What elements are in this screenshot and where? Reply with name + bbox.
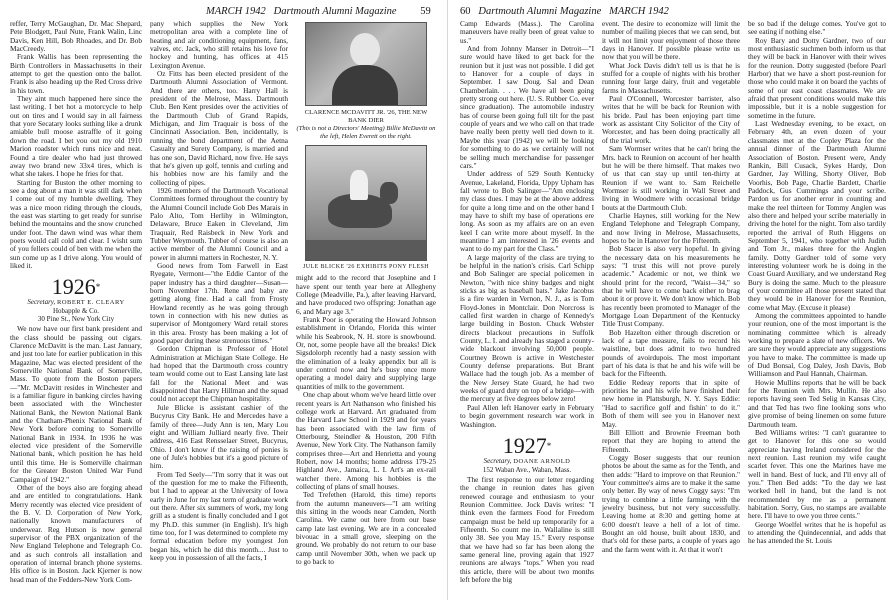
class-heading-1926 (10, 276, 142, 323)
paragraph: Camp Edwards (Mass.). The Carolina maneuvers have really been of great value to us." (460, 20, 594, 45)
paragraph: Bill Elliott and Brownie Freeman both report that they are hoping to attend the Fifteenth. (602, 427, 740, 454)
paragraph: Among the committees appointed to handle your reunion, one of the most important is the nominating committee which is already working to prepare a slate of new officers. We are sure they would appreciate any suggestions you have to make. The committee is made up of Dud Bonsal, Cog Daley, Josh Davis, Bob Williamson and Paul Hannah, Chairman. (748, 311, 886, 379)
photo-caption-name: CLARENCE MCDAVITT JR. '26, THE NEW BANK DIER (304, 109, 428, 124)
paragraph: Bob Stacer is also very hopeful. In giving the necessary data on his measurements he says: "I trust this will not prove purely academic." Academic or not, we think we should print for the record, "Waist—34," so that he will have to come back either to brag about it or prove it. We don't know which. Bob has recently been promoted to Manager of the Mortgage Loan Department of the Kentucky Title Trust Company. (602, 244, 740, 329)
secretary-line: Secretary, DOANE ARNOLD (483, 456, 571, 465)
paragraph: Other of the boys also are forging ahead and are entitled to congratulations. Hank Merry recently was elected vice president of the B. V. D. Corporation of New York, nationally known manufacturers of underwear. Reg Hutson is now general supervisor of the PBX organization of the New England Telephone and Telegraph Co. and as such controls all installation and operation of internal branch phone systems. His office is in Boston. Jack Kjerner is now head man of the Fedders-New York Com- (10, 482, 142, 584)
right-column-2 (602, 20, 740, 598)
blicke-pony-photo (305, 145, 427, 261)
paragraph: From Ted Seely—"I'm sorry that it was out of the question for me to make the Fifteenth, but I had to appear at the University of Iowa early in June for my last term of graduate work out there. After six summers of work, my long grill as a student is finally concluded and I got my Ph.D. this summer (in English). It's high time too, for I was determined to complete my formal education before my youngest Jon began his, which he did this month.... Just to keep you in possession of all the facts, I (150, 469, 288, 562)
paragraph: One chap about whom we've heard little over recent years is Art Nathanson who finished his college work at Harvard. Art graduated from the Harvard Law School in 1929 and for years has been associated with the law firm of Otterbourg, Steindler & Houston, 200 Fifth Avenue, New York City. The Nathanson family comprises three—Art and Henrietta and young Robert, now 14 months; home address 179-25 Highland Ave., Jamaica, L. I. Art's an ex-rail watcher there. Among his hobbies is the collecting of plans of small houses. (296, 390, 436, 491)
paragraph: Frank Poor is operating the Howard Johnson establishment in Orlando, Florida this winter while his Seabrook, N. H. store is snowbound. Or, not, some people have all the breaks! Dick Sigsdolorph recently had a nasty session with the elimination of a leaky appendix but all is under control now and he's busy once more operating a model dairy and supplying large quantities of milk to the government. (296, 315, 436, 391)
paragraph: 1926 members of the Dartmouth Vocational Committees formed throughout the country by the Alumni Council include Gob Des Marais in Palo Alto, Tom Herlihy in Wilmington, Delaware, Bruce Eaken in Cleveland, Jim Traquair, Red Raisbeck in New York and Tubber Weymouth. Tubber of course is also an active member of the Alumni Council and a power in alumni matters in Rochester, N. Y. (150, 185, 288, 262)
left-column-1 (10, 20, 142, 598)
paragraph: A large majority of the class are trying to be helpful in the nation's crisis. Carl Schipp and Bob Salinger are special policemen in Newton, "with nice shiny badges and night sticks as big as baseball bats." Jake Jacobus is a fire warden in Vernon, N. J., as is Tom Floyd-Jones in Montclair. Don Norcross is called first warden in charge of Kennedy's large building in Boston. Chuck Webster directs blackout precautions in Suffolk County, L. I. and already has staged a county-wide blackout involving 50,000 people. Courtney Brown is active in Westchester County defense preparations. But Brant Wallace had the tough job. As a member of the New Jersey State Guard, he had two weeks of guard duty on top of a bridge—with the mercury at five degrees below zero! (460, 252, 594, 404)
paragraph: And from Johnny Manser in Detroit—"I sure would have liked to get back for the reunion but it just was not possible. I did get to Hanover for a couple of days in September. I saw Doug. Sal and Dean Chamberlain. . . . We have all been going pretty strong out here. (U. S. Rubber Co. ever since graduation). The automobile industry has of course been going full tilt for the past couple of years and we who call on that trade have really been pretty well tied down to it. Maybe this year (1942) we will be looking for something to do as we certainly will not be selling much merchandise for passenger cars." (460, 44, 594, 170)
left-column-3 (296, 20, 436, 598)
header-page-number: 59 (420, 6, 431, 17)
header-page-number: 60 (460, 6, 471, 17)
header-magazine-title: Dartmouth Alumni Magazine (478, 6, 602, 17)
right-page (448, 0, 896, 600)
class-year: 1927* (502, 432, 552, 458)
right-column-1 (460, 20, 594, 598)
header-magazine-title: Dartmouth Alumni Magazine (273, 6, 397, 17)
paragraph: Gordon Chipman is Professor of Hotel Administration at Michigan State College. He had hoped that the Dartmouth cross country team would come out to East Lansing late last fall for the National Meet and was disappointed that Harry Hillman and the squad could not accept the Chipman hospitality. (150, 344, 288, 404)
paragraph: We now have our first bank president and the class should be passing out cigars. Clarence McDavitt is the man. Last January, and just too late for earlier publication in this Magazine, Mac was elected president of the Somerville National Bank of Somerville, Mass. To quote from the Boston papers—"Mr. McDavitt resides in Winchester and is a familiar figure in banking circles having been associated with the Winchester National Bank, the Newton National Bank and the Chatham-Phenix National Bank of New York before coming to Somerville National Bank in 1934. In 1936 he was elected vice president of the Somerville National bank, which position he has held until this time. He is Somerville chairman for the Greater Boston United War Fund Campaign of 1942." (10, 324, 142, 484)
paragraph: might add to the record that Josephine and I have spent our tenth year here at Allegheny College (Meadville, Pa.), after leaving Harvard, and have produced two offspring: Jonathan age 6, and Mary age 3." (296, 273, 436, 316)
secretary-company: Hobapple & Co. (52, 307, 100, 316)
left-page-header (206, 6, 431, 20)
paragraph: Starting for Buston the other morning to see a dog about a man it was still dark when I come out of my humble dwelling. They was a nice moon riding through the clouds, the east was starting to get ready for sunrise behind the mountains and the snow crunched under foot. The dawn wind was whar them poets would call cold and clear. I wisht sum of you fellers could of ben with me when the sun come up as I drive along. You would of liked it. (10, 177, 142, 270)
paragraph: The first response to our letter regarding the change in reunion dates has given renewed courage and enthusiasm to your Reunion Committee. Jock Davis writes: "I think even the farmers Food for Freedom campaign must be held up temporarily for a Fifteenth. So count me in. Wallaline is still only 38. See you May 15." Every response that we have had so far has been along the same general line, proving again that 1927 reunions are always "tops." When you read this article, there will be about two months left before the big (460, 474, 594, 584)
paragraph: Frank Wallis has been representing the Birth Controllers in Massachusetts in their attempt to get the question onto the ballot. Frank is also heading up the Red Cross drive in his town. (10, 52, 142, 95)
class-year: 1926* (51, 274, 101, 300)
secretary-address: 152 Waban Ave., Waban, Mass. (482, 465, 572, 474)
paragraph: pany which supplies the New York metropolitan area with a complete line of heating and air conditioning equipment, fans, valves, etc. Jack, who still retains his love for hockey and hunting, has offices at 415 Lexington Avenue. (150, 20, 288, 70)
paragraph: Charlie Haynes, still working for the New England Telephone and Telegraph Company, and now living in Melrose, Massachusetts, hopes to be in Hanover for the Fifteenth. (602, 210, 740, 245)
paragraph: Sam Wormser writes that he can't bring the Mrs. back to Reunion on account of her health but he will be there himself. That makes two of us that can stay up until ten-thirty at Reunion if we want to. Sam Reichelle Wormser is still working in Wall Street and living in Woodmere with occasional bridge bouts at the Dartmouth Club. (602, 144, 740, 212)
secretary-line: Secretary, ROBERT E. CLEARY (27, 298, 125, 307)
secretary-address: 30 Pine St., New York City (37, 315, 115, 324)
right-page-header (460, 6, 669, 20)
paragraph: Good news from Tom Farwell in East Ryegate, Vermont—"the Eddie Cantor of the paper industry has a third daughter—Susan—born November 17th. Rene and baby are getting along fine. Had a call from Frosty Howland recently as he was going through town in connection with his new duties as supervisor of Montgomery Ward retail stores in this area. Frosty has been making a lot of good paper during these strenuous times." (150, 260, 288, 346)
right-column-3 (748, 20, 886, 598)
mcdavitt-photo (305, 22, 427, 106)
paragraph: Jule Blicke is assistant cashier of the Bucyrus City Bank. He and Mercedes have a family of three—Judy Ann is ten, Mary Lou eight and William Julliard nearly five. Their address, 416 East Rensselaer Street, Bucyrus, Ohio. I don't know if the raising of ponies is one of Jule's hobbies but it's a good picture of him. (150, 402, 288, 471)
paragraph: be so bad if the deluge comes. You've got to see eating if nothing else." (748, 20, 886, 37)
paragraph: Coggy Boser suggests that our reunion photos be about the same as for the Tenth, and then adds: "Hard to improve on that Reunion." Your committee's aims are to make it the same only better. By way of news Coggy says: "I'm trying to combine a little farming with the jewelry business, but not very successfully. Leaving home at 8:30 and getting home at 6:00 doesn't leave a hell of a lot of time. Bought an old house, built about 1830, and that's old for these parts, a couple of years ago and the farm went with it. At that it won't (602, 452, 740, 554)
photo-caption: JULE BLICKE '26 EXHIBITS PONY FLESH (302, 264, 430, 270)
paragraph: Last Wednesday evening, to be exact, on February 4th, an even dozen of your classmates met at the Copley Plaza for the annual dinner of the Dartmouth Alumni Association of Boston. Present were, Andy Rankin, Bill Cusack, Sykes Hardy, Don Gardner, Jay Willing, Shorty Oliver, Bob Voorhis, Bob Page, Charlie Bardett, Charlie Paddock, Gus Cummings and your scribe. Pardon us for another error in counting and make the reel thirteen for Tommy Anglen was also there and helped your scribe materially in driving the hotel for the night. Tom also tardily reported the arrival of Ruth Higgens on September 5, 1941, who together with Judith and Tom Jr., makes three for the Anglen family. Dotty Gardner told of some very interesting volunteer work he is doing in the Coast Guard Auxiliary, and we understand Reg Bury is doing the same. Much to the pleasure of your committee all those present stated that they would be in Hanover for the Reunion, come what May. (Excuse it please) (748, 119, 886, 312)
paragraph: Roy Bary and Dotty Gardner, two of our most enthusiastic suchmen both inform us that they will be back in Hanover with their wives for the reunion. Dotty suggested (before Pearl Harbor) that we have a short post-reunion for those who could make it on board the yachts of some of our east coast classmates. We are afraid that present conditions would make this impossible, but it is a noble suggestion for sometime in the future. (748, 35, 886, 120)
paragraph: George Woelfel writes that he is hopeful as to attending the Quindecennial, and adds that he has attended the St. Louis (748, 519, 886, 546)
paragraph: Oz Fitts has been elected president of the Dartmouth Alumni Association of Vermont. And there are others, too. Harry Hall is president of the Melrose, Mass. Dartmouth Club. Ben Kent presides over the activities of the Dartmouth Club of Grand Rapids, Michigan, and Jim Traquair is boss of the Cincinnati Association. Ben, incidentally, is running the bond department of the Aetna Casualty and Surety Company, is married and has one son, David Richard, now five. He says that he's given up golf, tennis and curling and his hobbies now are his family and the collecting of pipes. (150, 69, 288, 187)
header-month: MARCH 1942 (609, 6, 669, 17)
paragraph: Eddie Redeay reports that in spite of priorities he and his wife have finished their new home in Plattsburgh, N. Y. Says Eddie: "Had to sacrifice golf and fishin' to do it." Both of them will see you in Hanover next May. (602, 377, 740, 429)
paragraph: Howie Mullins reports that he will be back for the Reunion with Mrs. Mullin. He also reports having seen Ted Selig in Kansas City, and that Ted has two fine looking sons who give promise of being linemen on some future Dartmouth team. (748, 377, 886, 429)
paragraph: reffer, Terry McGaughan, Dr. Mac Shepard, Pete Blodgett, Paul Nute, Frank Walin, Linc Davis, Ken Hill, Bob Rhoades, and Dr. Bob MacCreedy. (10, 20, 142, 54)
class-heading-1927 (460, 432, 594, 474)
header-month: MARCH 1942 (206, 6, 266, 17)
paragraph: Under address of 529 South Kentucky Avenue, Lakeland, Florida, Uppy Upham has fall wrote to Bob Salinger—"Am enclosing my class dues. I may be at the above address for quite a long time and on the other hand I may have to shift my base of operations ere long. As soon as my affairs are on an even keel I can write more about myself. In the meantime I am interested in '26 events and want to do my part for the Class." (460, 169, 594, 254)
paragraph: Bed Williams writes: "I can't guarantee to get to Hanover for this one so would appreciate having Ireland considered for the next reunion. Last reunion my wife caught scarlet fever. This one the Marines have me well in hand. Best of luck, and I'll envy all of you." Then Bed adds: "To the day we last worked hell in hand, but the land is not recommended by me as a permanent habitation. Sorry, Gus, no stamps are available here. I'll have to owe you three cents." (748, 427, 886, 521)
paragraph: Paul Allen left Hanover early in February to begin government research war work in Washington. (460, 402, 594, 429)
paragraph: What Jock Davis didn't tell us is that he is stuffed for a couple of nights with his brother running four large dairy, fruit and vegetable farms in Massachusetts. (602, 60, 740, 95)
paragraph: event. The desire to economize will limit the number of mailing pieces that we can send, but it will not limit your enjoyment of those three days in Hanover. If possible please write us now that you will be there. (602, 20, 740, 62)
photo-caption-note: (This is not a Directors' Meeting) Billie McDavitt on the left, Helen Everett on the right. (296, 125, 436, 140)
paragraph: Ted Trefethen (Harold, this time) reports from the autumn maneuvers—"I am writing this sitting in the woods near Camden, North Carolina. We came out here from our base camp late last evening. We are in a concealed bivouac in a small grove, sleeping on the ground. We probably do not return to our base camp until November 30th, when we pack up to go back to (296, 490, 436, 567)
paragraph: They aint much happened here since the last writing. I bet hot a motorcycle to help out on tires and I would say in all fairness that yore Secatary looks suthing like a drunk amiable bull moose astraffle of it going down the road. I bet you out my old 1910 Marion roadster which runs nice and neat. Found a tire dealer who had just throwed away two brand new 33x4 tires, which is what she takes. I hope he fries for that. (10, 94, 142, 179)
left-column-2 (150, 20, 288, 598)
paragraph: Bob Hazelton either through discretion or lack of a tape measure, fails to record his waistline, but does admit to two hundred pounds of avoirdupois. The most important part of his data is that he and his wife will be back for the Fifteenth. (602, 327, 740, 379)
paragraph: Paul O'Connell, Worcester barrister, also writes that he will be back for Reunion with his bride. Paul has been enjoying part time work as assistant City Solicitor of the City of Worcester, and has been doing practically all of the trial work. (602, 94, 740, 145)
